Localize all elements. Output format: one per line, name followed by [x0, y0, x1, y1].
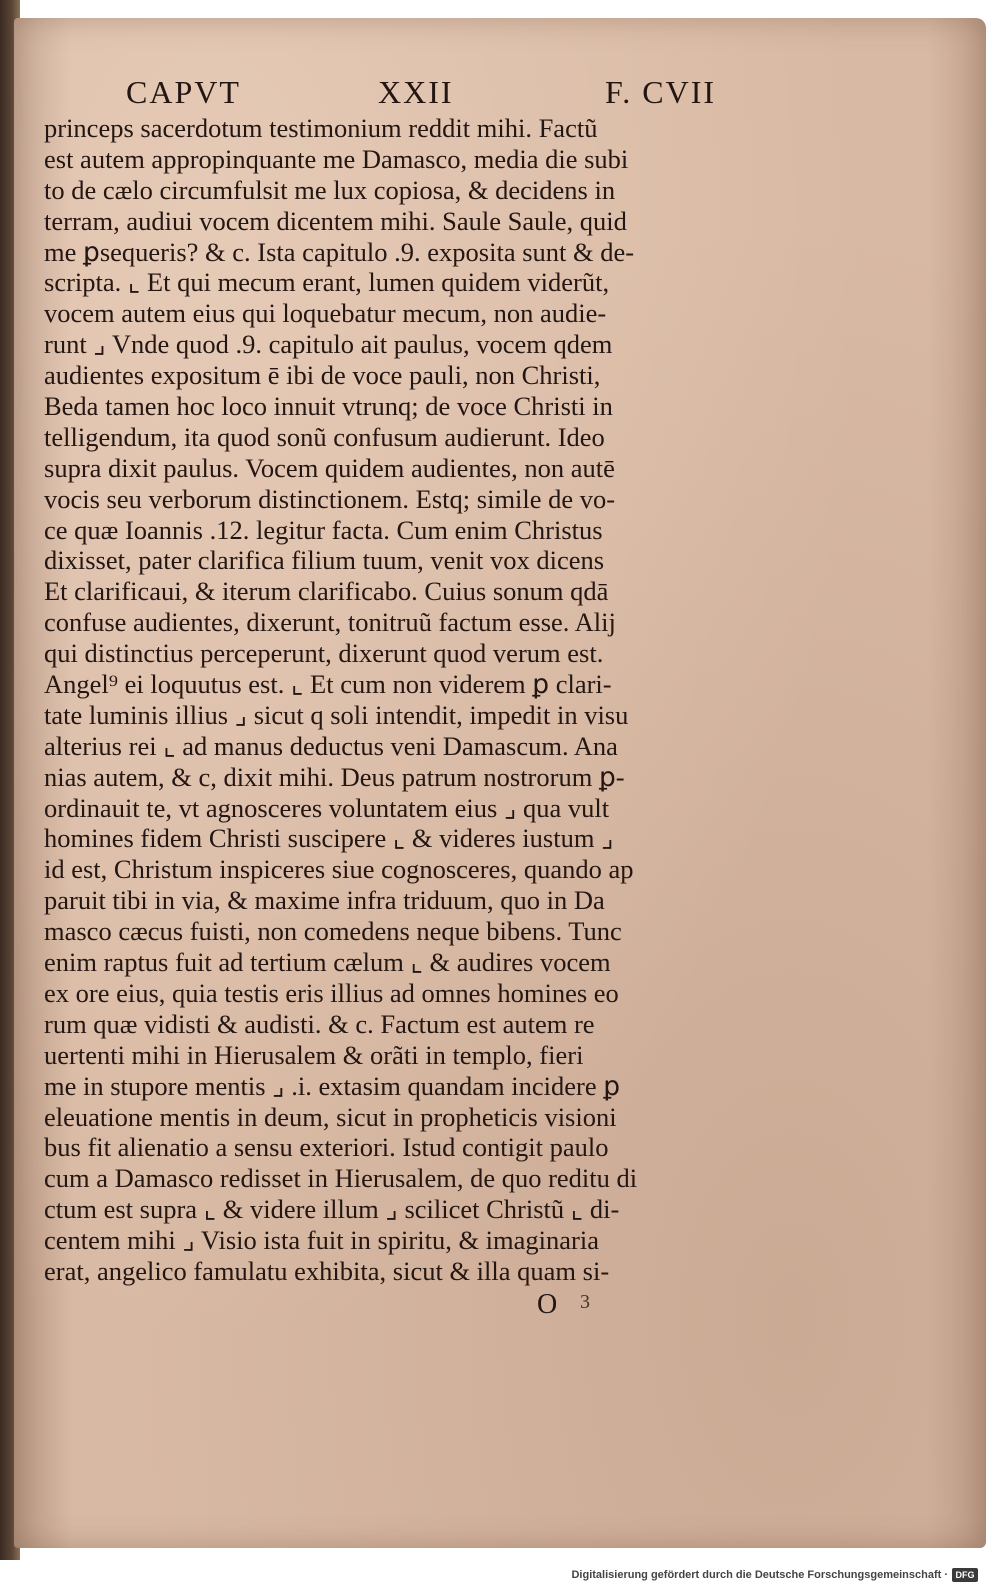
text-line: est autem appropinquante me Damasco, media die subi — [44, 143, 629, 174]
text-line: id est, Christum inspiceres siue cognosceres, quando ap — [44, 854, 634, 885]
catchword: O — [537, 1289, 558, 1320]
body-text — [44, 113, 734, 1287]
text-line: tate luminis illius ⌟ sicut q soli intendit, impedit in visu — [44, 699, 629, 730]
signature-mark: 3 — [580, 1291, 590, 1313]
text-line: enim raptus fuit ad tertium cælum ⌞ & audires vocem — [44, 947, 611, 978]
text-line: eleuatione mentis in deum, sicut in propheticis visioni — [44, 1101, 617, 1132]
text-line: telligendum, ita quod sonũ confusum audierunt. Ideo — [44, 421, 605, 452]
text-line: ordinauit te, vt agnosceres voluntatem eius ⌟ qua vult — [44, 792, 610, 823]
text-line: Beda tamen hoc loco innuit vtrunq; de voce Christi in — [44, 391, 613, 422]
text-line: ce quæ Ioannis .12. legitur facta. Cum enim Christus — [44, 514, 603, 545]
text-line: Et clarificaui, & iterum clarificabo. Cuius sonum qdā — [44, 576, 609, 607]
text-line: me in stupore mentis ⌟ .i. extasim quandam incidere ꝑ — [44, 1070, 621, 1101]
text-line: dixisset, pater clarifica filium tuum, venit vox dicens — [44, 545, 605, 576]
text-line: qui distinctius perceperunt, dixerunt quod verum est. — [44, 638, 604, 669]
text-line: supra dixit paulus. Vocem quidem audientes, non autē — [44, 452, 615, 483]
text-line: vocis seu verborum distinctionem. Estq; simile de vo- — [44, 483, 616, 514]
text-line: cum a Damasco redisset in Hierusalem, de quo reditu di — [44, 1163, 638, 1194]
funding-credit: Digitalisierung gefördert durch die Deutsche Forschungsgemeinschaft · — [571, 1569, 948, 1581]
text-line: nias autem, & c, dixit mihi. Deus patrum nostrorum ꝑ- — [44, 761, 625, 792]
text-line: rum quæ vidisti & audisti. & c. Factum est autem re — [44, 1008, 595, 1039]
text-line: terram, audiui vocem dicentem mihi. Saule Saule, quid — [44, 205, 627, 236]
text-line: ctum est supra ⌞ & videre illum ⌟ scilicet Christũ ⌞ di- — [44, 1194, 620, 1225]
text-line: masco cæcus fuisti, non comedens neque bibens. Tunc — [44, 916, 622, 947]
text-line: bus fit alienatio a sensu exteriori. Istud contigit paulo — [44, 1132, 609, 1163]
text-line: runt ⌟ Vnde quod .9. capitulo ait paulus, vocem qdem — [44, 329, 613, 360]
text-line: erat, angelico famulatu exhibita, sicut & illa quam si- — [44, 1255, 610, 1286]
footer-bar — [0, 1560, 1000, 1587]
text-line: scripta. ⌞ Et qui mecum erant, lumen quidem viderũt, — [44, 267, 610, 298]
text-line: homines fidem Christi suscipere ⌞ & videres iustum ⌟ — [44, 823, 614, 854]
running-head-folio: F. CVII — [605, 74, 716, 110]
text-line: ex ore eius, quia testis eris illius ad omnes homines eo — [44, 977, 619, 1008]
running-head-chapter: CAPVT — [126, 74, 241, 110]
text-line: centem mihi ⌟ Visio ista fuit in spiritu, & imaginaria — [44, 1225, 599, 1256]
text-line: Angel⁹ ei loquutus est. ⌞ Et cum non viderem ꝑ clari- — [44, 669, 612, 700]
text-line: uertenti mihi in Hierusalem & orãti in templo, fieri — [44, 1039, 584, 1070]
text-line: audientes expositum ē ibi de voce pauli, non Christi, — [44, 360, 601, 391]
text-line: paruit tibi in via, & maxime infra triduum, quo in Da — [44, 885, 605, 916]
running-head — [126, 74, 716, 114]
text-line: vocem autem eius qui loquebatur mecum, non audie- — [44, 298, 607, 329]
text-line: confuse audientes, dixerunt, tonitruũ factum esse. Alij — [44, 607, 616, 638]
text-line: alterius rei ⌞ ad manus deductus veni Damascum. Ana — [44, 730, 618, 761]
text-line: me ꝑsequeris? & c. Ista capitulo .9. exposita sunt & de- — [44, 236, 635, 267]
running-head-chapter-number: XXII — [378, 74, 454, 110]
dfg-logo: DFG — [952, 1568, 978, 1582]
text-line: to de cælo circumfulsit me lux copiosa, & decidens in — [44, 174, 616, 205]
text-line: princeps sacerdotum testimonium reddit mihi. Factũ — [44, 113, 598, 143]
